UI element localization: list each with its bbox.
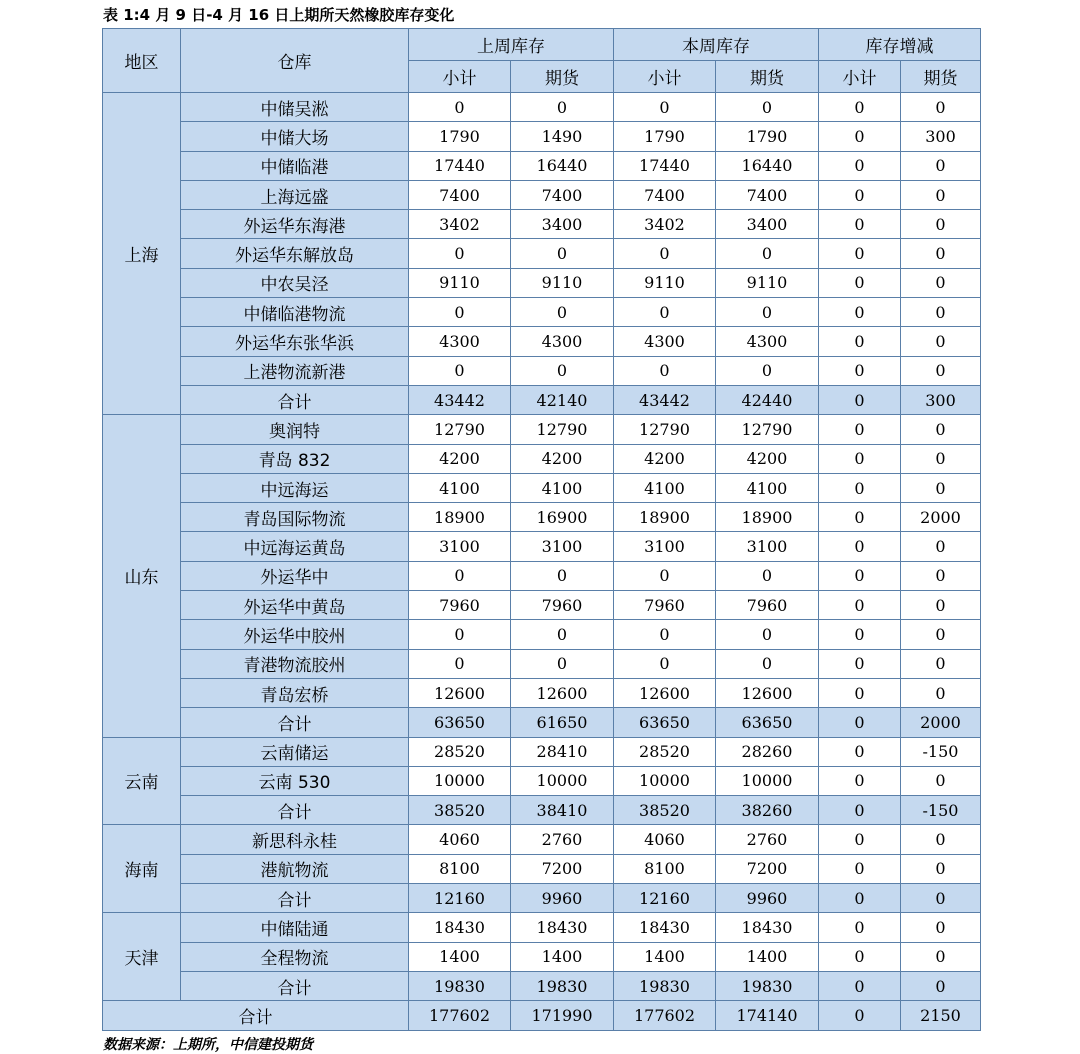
value-cell: 0 xyxy=(614,298,716,327)
warehouse-cell: 外运华东海港 xyxy=(181,210,409,239)
value-cell: 7400 xyxy=(409,180,511,209)
value-cell: 0 xyxy=(614,561,716,590)
value-cell: 4200 xyxy=(511,444,614,473)
warehouse-cell: 奥润特 xyxy=(181,415,409,444)
warehouse-cell: 港航物流 xyxy=(181,854,409,883)
warehouse-cell: 外运华东张华浜 xyxy=(181,327,409,356)
value-cell: 0 xyxy=(819,180,901,209)
table-row xyxy=(103,854,981,883)
table-row xyxy=(103,737,981,766)
value-cell: 10000 xyxy=(511,766,614,795)
value-cell: 8100 xyxy=(409,854,511,883)
value-cell: 0 xyxy=(819,766,901,795)
value-cell: 18900 xyxy=(614,503,716,532)
warehouse-cell: 青岛国际物流 xyxy=(181,503,409,532)
value-cell: 18430 xyxy=(614,913,716,942)
value-cell: 0 xyxy=(511,649,614,678)
warehouse-cell: 上港物流新港 xyxy=(181,356,409,385)
value-cell: 9110 xyxy=(716,268,819,297)
value-cell: 1790 xyxy=(409,122,511,151)
value-cell: 12790 xyxy=(409,415,511,444)
subtotal-row xyxy=(103,971,981,1000)
header-this-futures: 期货 xyxy=(716,61,819,93)
subtotal-value-cell: 9960 xyxy=(716,884,819,913)
value-cell: 0 xyxy=(409,356,511,385)
value-cell: 8100 xyxy=(614,854,716,883)
value-cell: 0 xyxy=(819,532,901,561)
subtotal-value-cell: 38520 xyxy=(409,796,511,825)
warehouse-cell: 外运华中黄岛 xyxy=(181,591,409,620)
warehouse-cell: 外运华中胶州 xyxy=(181,620,409,649)
warehouse-cell: 云南 530 xyxy=(181,766,409,795)
subtotal-value-cell: 63650 xyxy=(409,708,511,737)
table-row xyxy=(103,473,981,502)
subtotal-value-cell: 2000 xyxy=(901,708,981,737)
subtotal-value-cell: -150 xyxy=(901,796,981,825)
value-cell: 1400 xyxy=(614,942,716,971)
subtotal-value-cell: 19830 xyxy=(716,971,819,1000)
value-cell: 0 xyxy=(901,678,981,707)
value-cell: 4300 xyxy=(409,327,511,356)
value-cell: 10000 xyxy=(614,766,716,795)
value-cell: 0 xyxy=(409,561,511,590)
value-cell: 4060 xyxy=(409,825,511,854)
region-cell: 云南 xyxy=(103,737,181,825)
warehouse-cell: 云南储运 xyxy=(181,737,409,766)
grand-total-value-cell: 171990 xyxy=(511,1001,614,1030)
warehouse-cell: 中远海运 xyxy=(181,473,409,502)
value-cell: 0 xyxy=(901,766,981,795)
value-cell: 0 xyxy=(901,825,981,854)
value-cell: 0 xyxy=(901,473,981,502)
value-cell: 3400 xyxy=(511,210,614,239)
value-cell: 10000 xyxy=(409,766,511,795)
subtotal-value-cell: 300 xyxy=(901,385,981,414)
value-cell: 0 xyxy=(901,942,981,971)
value-cell: 18430 xyxy=(409,913,511,942)
value-cell: 0 xyxy=(901,649,981,678)
value-cell: 0 xyxy=(901,298,981,327)
value-cell: 12600 xyxy=(511,678,614,707)
value-cell: 0 xyxy=(819,854,901,883)
grand-total-row xyxy=(103,1001,981,1030)
value-cell: 0 xyxy=(819,210,901,239)
value-cell: 0 xyxy=(901,180,981,209)
value-cell: 0 xyxy=(901,532,981,561)
subtotal-value-cell: 42140 xyxy=(511,385,614,414)
table-row xyxy=(103,93,981,122)
value-cell: 0 xyxy=(511,298,614,327)
subtotal-label: 合计 xyxy=(181,796,409,825)
value-cell: 28520 xyxy=(614,737,716,766)
table-row xyxy=(103,444,981,473)
value-cell: 0 xyxy=(819,913,901,942)
value-cell: 4100 xyxy=(409,473,511,502)
subtotal-value-cell: 43442 xyxy=(614,385,716,414)
value-cell: 0 xyxy=(901,210,981,239)
table-row xyxy=(103,913,981,942)
value-cell: 17440 xyxy=(409,151,511,180)
value-cell: 17440 xyxy=(614,151,716,180)
table-row xyxy=(103,180,981,209)
value-cell: 2760 xyxy=(716,825,819,854)
warehouse-cell: 中远海运黄岛 xyxy=(181,532,409,561)
subtotal-value-cell: 0 xyxy=(901,884,981,913)
value-cell: 0 xyxy=(716,620,819,649)
value-cell: 3100 xyxy=(716,532,819,561)
subtotal-value-cell: 63650 xyxy=(614,708,716,737)
subtotal-value-cell: 19830 xyxy=(614,971,716,1000)
value-cell: 0 xyxy=(901,327,981,356)
value-cell: 0 xyxy=(716,298,819,327)
table-row xyxy=(103,591,981,620)
value-cell: 28520 xyxy=(409,737,511,766)
table-row xyxy=(103,327,981,356)
value-cell: 16440 xyxy=(511,151,614,180)
value-cell: 2000 xyxy=(901,503,981,532)
header-region: 地区 xyxy=(103,29,181,93)
value-cell: 0 xyxy=(819,268,901,297)
value-cell: 12790 xyxy=(614,415,716,444)
value-cell: 1400 xyxy=(409,942,511,971)
subtotal-value-cell: 0 xyxy=(819,708,901,737)
warehouse-cell: 外运华中 xyxy=(181,561,409,590)
value-cell: 0 xyxy=(819,356,901,385)
value-cell: 0 xyxy=(409,620,511,649)
value-cell: 0 xyxy=(614,239,716,268)
value-cell: 0 xyxy=(511,356,614,385)
subtotal-value-cell: 61650 xyxy=(511,708,614,737)
table-row xyxy=(103,620,981,649)
value-cell: 0 xyxy=(901,268,981,297)
subtotal-value-cell: 0 xyxy=(819,884,901,913)
value-cell: 1790 xyxy=(614,122,716,151)
subtotal-row xyxy=(103,708,981,737)
grand-total-value-cell: 2150 xyxy=(901,1001,981,1030)
value-cell: 7400 xyxy=(716,180,819,209)
value-cell: 28410 xyxy=(511,737,614,766)
value-cell: 7960 xyxy=(716,591,819,620)
value-cell: 4100 xyxy=(614,473,716,502)
table-row xyxy=(103,122,981,151)
value-cell: 4300 xyxy=(716,327,819,356)
table-row xyxy=(103,649,981,678)
warehouse-cell: 新思科永桂 xyxy=(181,825,409,854)
value-cell: 0 xyxy=(409,93,511,122)
value-cell: 0 xyxy=(511,620,614,649)
value-cell: 12790 xyxy=(716,415,819,444)
value-cell: 0 xyxy=(901,93,981,122)
subtotal-value-cell: 38260 xyxy=(716,796,819,825)
value-cell: 0 xyxy=(901,561,981,590)
value-cell: 0 xyxy=(819,620,901,649)
value-cell: 3400 xyxy=(716,210,819,239)
value-cell: 0 xyxy=(819,737,901,766)
value-cell: 28260 xyxy=(716,737,819,766)
value-cell: 1400 xyxy=(716,942,819,971)
value-cell: 0 xyxy=(819,503,901,532)
value-cell: 1490 xyxy=(511,122,614,151)
table-row xyxy=(103,415,981,444)
value-cell: 0 xyxy=(511,239,614,268)
table-row xyxy=(103,503,981,532)
value-cell: 2760 xyxy=(511,825,614,854)
value-cell: 7960 xyxy=(409,591,511,620)
data-source-note: 数据来源：上期所，中信建投期货 xyxy=(103,1037,313,1053)
value-cell: 0 xyxy=(409,239,511,268)
table-row xyxy=(103,678,981,707)
header-this-subtotal: 小计 xyxy=(614,61,716,93)
value-cell: 16440 xyxy=(716,151,819,180)
value-cell: 0 xyxy=(819,151,901,180)
value-cell: 0 xyxy=(819,444,901,473)
subtotal-value-cell: 38410 xyxy=(511,796,614,825)
value-cell: 7200 xyxy=(511,854,614,883)
subtotal-value-cell: 42440 xyxy=(716,385,819,414)
warehouse-cell: 中农吴泾 xyxy=(181,268,409,297)
table-title: 表 1:4 月 9 日-4 月 16 日上期所天然橡胶库存变化 xyxy=(103,6,455,24)
value-cell: 18900 xyxy=(716,503,819,532)
warehouse-cell: 外运华东解放岛 xyxy=(181,239,409,268)
grand-total-value-cell: 174140 xyxy=(716,1001,819,1030)
value-cell: 0 xyxy=(511,561,614,590)
value-cell: 0 xyxy=(901,151,981,180)
value-cell: 7200 xyxy=(716,854,819,883)
value-cell: 0 xyxy=(901,854,981,883)
value-cell: 1790 xyxy=(716,122,819,151)
value-cell: 0 xyxy=(901,239,981,268)
region-cell: 天津 xyxy=(103,913,181,1001)
table-body xyxy=(103,93,981,1031)
value-cell: 0 xyxy=(819,561,901,590)
table-row xyxy=(103,298,981,327)
value-cell: 0 xyxy=(901,356,981,385)
grand-total-label: 合计 xyxy=(103,1001,409,1030)
value-cell: 0 xyxy=(819,591,901,620)
value-cell: 3100 xyxy=(511,532,614,561)
value-cell: 0 xyxy=(901,444,981,473)
value-cell: 0 xyxy=(409,298,511,327)
subtotal-value-cell: 38520 xyxy=(614,796,716,825)
value-cell: 0 xyxy=(614,356,716,385)
warehouse-cell: 中储临港 xyxy=(181,151,409,180)
header-last-futures: 期货 xyxy=(511,61,614,93)
value-cell: 9110 xyxy=(409,268,511,297)
table-row xyxy=(103,239,981,268)
table-row xyxy=(103,151,981,180)
value-cell: 7960 xyxy=(511,591,614,620)
subtotal-value-cell: 0 xyxy=(901,971,981,1000)
warehouse-cell: 中储大场 xyxy=(181,122,409,151)
region-cell: 海南 xyxy=(103,825,181,913)
value-cell: 10000 xyxy=(716,766,819,795)
value-cell: 0 xyxy=(614,93,716,122)
value-cell: 4200 xyxy=(716,444,819,473)
grand-total-value-cell: 177602 xyxy=(409,1001,511,1030)
subtotal-value-cell: 0 xyxy=(819,971,901,1000)
value-cell: 300 xyxy=(901,122,981,151)
value-cell: 12790 xyxy=(511,415,614,444)
value-cell: 0 xyxy=(819,942,901,971)
warehouse-cell: 中储吴淞 xyxy=(181,93,409,122)
table-row xyxy=(103,210,981,239)
warehouse-cell: 青岛宏桥 xyxy=(181,678,409,707)
value-cell: 7960 xyxy=(614,591,716,620)
subtotal-value-cell: 19830 xyxy=(409,971,511,1000)
value-cell: 4300 xyxy=(511,327,614,356)
value-cell: 3100 xyxy=(409,532,511,561)
warehouse-cell: 上海远盛 xyxy=(181,180,409,209)
table-row xyxy=(103,532,981,561)
table-row xyxy=(103,825,981,854)
value-cell: 0 xyxy=(819,473,901,502)
subtotal-value-cell: 12160 xyxy=(409,884,511,913)
value-cell: 0 xyxy=(716,649,819,678)
subtotal-row xyxy=(103,796,981,825)
subtotal-label: 合计 xyxy=(181,971,409,1000)
table-row xyxy=(103,561,981,590)
header-last-week: 上周库存 xyxy=(409,29,614,61)
value-cell: 0 xyxy=(819,122,901,151)
value-cell: 3100 xyxy=(614,532,716,561)
header-change-futures: 期货 xyxy=(901,61,981,93)
value-cell: 4060 xyxy=(614,825,716,854)
grand-total-value-cell: 0 xyxy=(819,1001,901,1030)
value-cell: -150 xyxy=(901,737,981,766)
value-cell: 0 xyxy=(409,649,511,678)
value-cell: 4100 xyxy=(716,473,819,502)
value-cell: 0 xyxy=(901,620,981,649)
value-cell: 0 xyxy=(819,93,901,122)
header-change-subtotal: 小计 xyxy=(819,61,901,93)
value-cell: 0 xyxy=(819,649,901,678)
subtotal-row xyxy=(103,385,981,414)
value-cell: 0 xyxy=(716,239,819,268)
region-cell: 山东 xyxy=(103,415,181,737)
region-cell: 上海 xyxy=(103,93,181,415)
value-cell: 3402 xyxy=(614,210,716,239)
value-cell: 0 xyxy=(819,298,901,327)
subtotal-value-cell: 19830 xyxy=(511,971,614,1000)
value-cell: 4100 xyxy=(511,473,614,502)
subtotal-label: 合计 xyxy=(181,884,409,913)
warehouse-cell: 全程物流 xyxy=(181,942,409,971)
value-cell: 0 xyxy=(901,415,981,444)
subtotal-value-cell: 63650 xyxy=(716,708,819,737)
value-cell: 4200 xyxy=(614,444,716,473)
subtotal-value-cell: 43442 xyxy=(409,385,511,414)
value-cell: 0 xyxy=(716,93,819,122)
header-last-subtotal: 小计 xyxy=(409,61,511,93)
value-cell: 18430 xyxy=(511,913,614,942)
value-cell: 0 xyxy=(614,620,716,649)
subtotal-label: 合计 xyxy=(181,385,409,414)
value-cell: 4200 xyxy=(409,444,511,473)
warehouse-cell: 青港物流胶州 xyxy=(181,649,409,678)
value-cell: 18900 xyxy=(409,503,511,532)
value-cell: 16900 xyxy=(511,503,614,532)
value-cell: 9110 xyxy=(511,268,614,297)
value-cell: 0 xyxy=(819,678,901,707)
value-cell: 18430 xyxy=(716,913,819,942)
table-row xyxy=(103,356,981,385)
value-cell: 3402 xyxy=(409,210,511,239)
value-cell: 0 xyxy=(614,649,716,678)
value-cell: 0 xyxy=(819,239,901,268)
value-cell: 0 xyxy=(819,327,901,356)
table-row xyxy=(103,942,981,971)
header-change: 库存增减 xyxy=(819,29,981,61)
subtotal-row xyxy=(103,884,981,913)
subtotal-value-cell: 12160 xyxy=(614,884,716,913)
value-cell: 12600 xyxy=(614,678,716,707)
warehouse-cell: 中储陆通 xyxy=(181,913,409,942)
value-cell: 0 xyxy=(511,93,614,122)
subtotal-value-cell: 0 xyxy=(819,385,901,414)
value-cell: 12600 xyxy=(409,678,511,707)
value-cell: 7400 xyxy=(614,180,716,209)
table-row xyxy=(103,268,981,297)
value-cell: 12600 xyxy=(716,678,819,707)
subtotal-value-cell: 9960 xyxy=(511,884,614,913)
header-warehouse: 仓库 xyxy=(181,29,409,93)
warehouse-cell: 中储临港物流 xyxy=(181,298,409,327)
subtotal-value-cell: 0 xyxy=(819,796,901,825)
value-cell: 7400 xyxy=(511,180,614,209)
inventory-table xyxy=(102,28,981,1031)
value-cell: 0 xyxy=(819,825,901,854)
value-cell: 0 xyxy=(901,913,981,942)
warehouse-cell: 青岛 832 xyxy=(181,444,409,473)
value-cell: 1400 xyxy=(511,942,614,971)
value-cell: 9110 xyxy=(614,268,716,297)
value-cell: 4300 xyxy=(614,327,716,356)
grand-total-value-cell: 177602 xyxy=(614,1001,716,1030)
value-cell: 0 xyxy=(819,415,901,444)
header-this-week: 本周库存 xyxy=(614,29,819,61)
subtotal-label: 合计 xyxy=(181,708,409,737)
table-header xyxy=(103,29,981,93)
value-cell: 0 xyxy=(716,561,819,590)
value-cell: 0 xyxy=(901,591,981,620)
value-cell: 0 xyxy=(716,356,819,385)
table-row xyxy=(103,766,981,795)
